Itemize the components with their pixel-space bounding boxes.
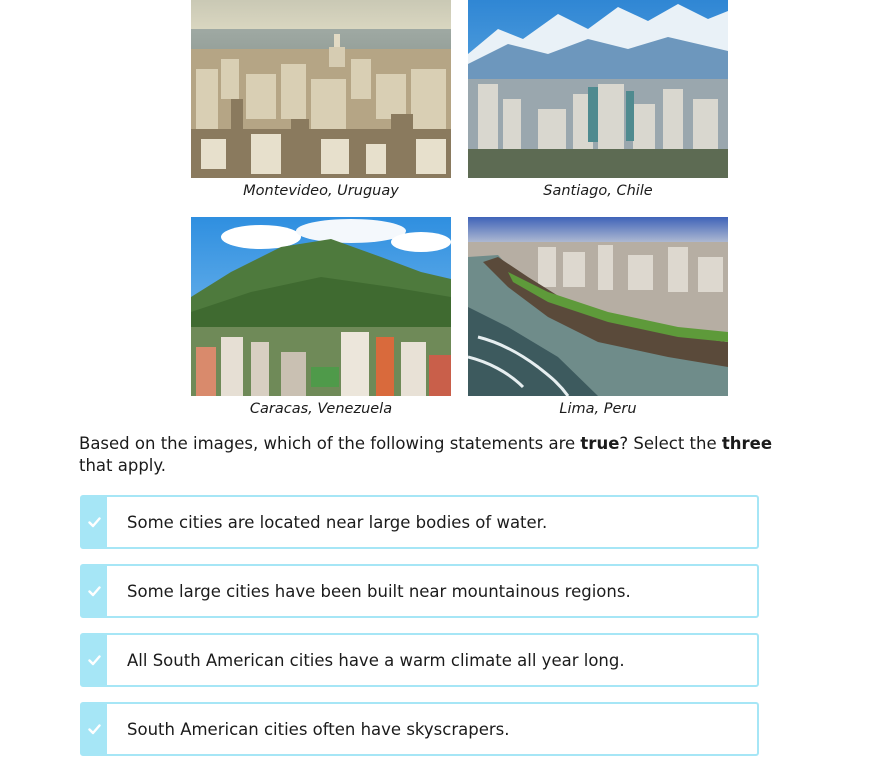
image-caption: Lima, Peru <box>559 401 637 417</box>
image-caption: Santiago, Chile <box>543 183 653 199</box>
option-label: Some large cities have been built near mountainous regions. <box>127 581 631 601</box>
option-checkbox[interactable] <box>82 497 107 547</box>
image-caption: Caracas, Venezuela <box>249 401 393 417</box>
answer-option-4[interactable] <box>80 702 759 756</box>
prompt-emphasis-true: true <box>580 434 620 453</box>
checkmark-icon <box>88 586 101 597</box>
option-checkbox[interactable] <box>82 704 107 754</box>
prompt-emphasis-three: three <box>721 434 773 453</box>
caracas-photo <box>191 217 451 396</box>
option-checkbox[interactable] <box>82 566 107 616</box>
city-figure-lima <box>468 217 728 418</box>
checkmark-icon <box>88 655 101 666</box>
city-figure-montevideo <box>191 0 451 200</box>
image-caption: Montevideo, Uruguay <box>243 183 399 199</box>
montevideo-photo <box>191 0 451 178</box>
city-figure-caracas <box>191 217 451 418</box>
answer-options <box>80 495 759 765</box>
answer-option-3[interactable] <box>80 633 759 687</box>
lima-photo <box>468 217 728 396</box>
prompt-text: Based on the images, which of the following statements are <box>79 434 581 453</box>
option-checkbox[interactable] <box>82 635 107 685</box>
answer-option-2[interactable] <box>80 564 759 618</box>
question-prompt <box>79 433 799 477</box>
checkmark-icon <box>88 724 101 735</box>
city-figure-santiago <box>468 0 728 200</box>
option-label: All South American cities have a warm climate all year long. <box>127 650 625 670</box>
checkmark-icon <box>88 517 101 528</box>
option-label: Some cities are located near large bodies of water. <box>127 512 548 532</box>
prompt-text: that apply. <box>79 456 167 475</box>
prompt-text: ? Select the <box>619 434 722 453</box>
santiago-photo <box>468 0 728 178</box>
option-label: South American cities often have skyscrapers. <box>127 719 510 739</box>
answer-option-1[interactable] <box>80 495 759 549</box>
